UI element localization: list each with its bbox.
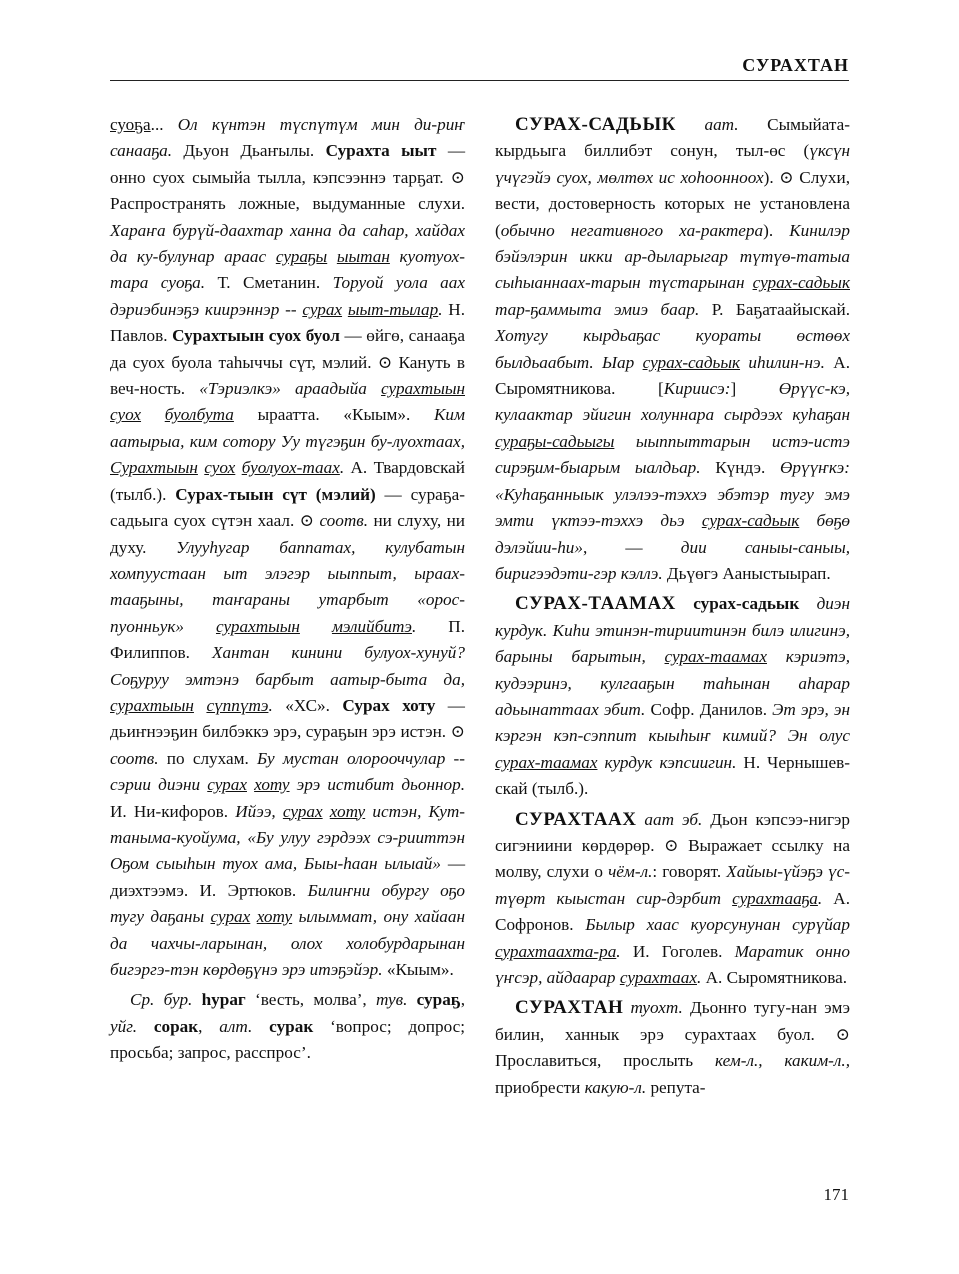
entry-surakhtan: СУРАХТАН туохт. Дьонҥо тугу-нан эмэ билин, ханнык эрэ сурахтаах буол. ⊙ Прославиться, прослыть кем-л., каким-л., приобрести какую-л. репута- <box>495 997 850 1097</box>
entry-surakh-sadyk: СУРАХ-САДЬЫК аат. Сымыйата-кырдьыга биллибэт сонун, тыл-өс (үксүн үчүгэйэ суох, мөлтөх ис хоһоонноох). ⊙ Слухи, вести, достоверность которых не установлена (обычно негативного ха-рактера). Кинилэр бэйэлэрин икки ар-дыларыгар түтүө-татыа сыһыаннаах-тарын түстарынан сурах-садьык тар-ҕаммыта эмиэ баар. Р. Баҕатаайыскай. Хотугу кырдьаҕас куораты өстөөх былдьаабыт. Ыар сурах-садьык иһилин-нэ. А. Сыромятникова. [Кириисэ:] Өрүүс-кэ, кулаактар эйигин холуннара сырдээх куһаҕан сураҕы-садьыгы ыыппыттарын истэ-истэ сирэҕим-быарым ыалдьар. Күндэ. Өрүүҥкэ: «Куһаҕанныык улэлээ-тэххэ эбэтэр тугу эмэ эмти үктээ-тэххэ дьэ сурах-садьык бөҕө дэлэйии-һи», — дии саныы-саныы, биригээдэти-гэр кэллэ. Дьүөгэ Ааныстыырап. <box>495 114 851 583</box>
right-column <box>495 112 850 1101</box>
header-rule <box>110 80 849 81</box>
entry-surakhtaakh: СУРАХТААХ аат эб. Дьон кэпсээ-нигэр сигэниини көрдөрөр. ⊙ Выражает ссылку на молву, слухи о чём-л.: говорят. Хайыы-үйэҕэ үс-түөрт кыыстан сир-дэрбит сурахтааҕа. А. Софронов. Былыр хаас куорсунунан сурүйар сурахтаахта-ра. И. Гоголев. Маратик онно үҥсэр, айдаарар сурахтаах. А. Сыромятникова. <box>495 808 850 987</box>
page-number: 171 <box>823 1185 849 1204</box>
running-title: СУРАХТАН <box>742 55 849 75</box>
left-column <box>110 112 465 1067</box>
left-paragraph-2: Ср. бур. һураг ‘весть, молва’, тув. сураҕ, уйг. сорак, алт. сурак ‘вопрос; допрос; просьба; запрос, расспрос’. <box>110 990 466 1063</box>
entry-surakh-taamakh: СУРАХ-ТААМАХ сурах-садьык диэн курдук. Киһи этинэн-тириитинэн билэ илигинэ, барыны барытын, сурах-таамах кэриэтэ, кудээринэ, кулгааҕын таһынан аһарар адьынаттаах эбит. Софр. Данилов. Эт эрэ, эн кэргэн кэп-сэппит кыыһыҥ кимий? Эн олус сурах-таамах курдук кэпсиигин. Н. Чернышев-скай (тылб.). <box>495 593 851 799</box>
left-paragraph-1: суоҕа... Ол күнтэн түспүтүм мин ди-риҥ санааҕа. Дьуон Дьаҥылы. Сурахта ыыт — онно суох сымыйа тыллa, кэпсээннэ тарҕат. ⊙ Распространять ложные, выдуманные слухи. Хараҥа бурүй-даахтар ханна да саһар, хайдах да ку-булунар араас сураҕы ыытан куотуох-тара суоҕа. Т. Сметанин. Торуой уола аах дэриэбинэҕэ киирэннэр -- сурах ыыт-тылар. Н. Павлов. Сурахтыын суох буол — өйгө, санааҕа да суох буола таһыччы сүт, мэлий. ⊙ Кануть в веч-ность. «Тэриэлкэ» араадыйа сурахтыын суох буолбута ыраатта. «Кыым». Ким аатырыа, ким сотору Уу түгэҕин бу-луохтаах, Сурахтыын суох буолуох-таах. А. Твардовскай (тылб.). Сурах-тыын сүт (мэлий) — сураҕа-садьыга суох сүтэн хаал. ⊙ соотв. ни слуху, ни духу. Улууһугар баппатах, кулубатын хомпуустаан ыт элэгэр ыыппыт, ыраах-тааҕыны, таҥараны утарбыт «орос-пуонньук» сурахтыын мэлийбитэ. П. Филиппов. Хантан кинини булуох-хунуй? Соҕуруу эмтэнэ барбыт аатыр-быта да, сурахтыын сүппүтэ. «ХС». Сурах хоту — дьиҥнээҕин билбэккэ эрэ, сураҕын эрэ истэн. ⊙ соотв. по слухам. Бу мустан олорооччулар -- сэрии диэни сурах хоту эрэ истибит дьоннор. И. Ни-кифоров. Ийээ, сурах хоту истэн, Кут-таныма-куойума, «Бу улуу гэрдээх сэ-рииттэн Оҕом сыыһын туох ама, Быы-һаан ылыай» — диэхтээмэ. И. Эртюков. Билиҥни обургу оҕо тугу даҕаны сурах хоту ылыммат, ону хайаан да чахчы-ларынан, олох холобурдарынан бигэргэ-тэн көрдөҕүнэ эрэ итэҕэйэр. «Кыым». <box>110 115 466 979</box>
